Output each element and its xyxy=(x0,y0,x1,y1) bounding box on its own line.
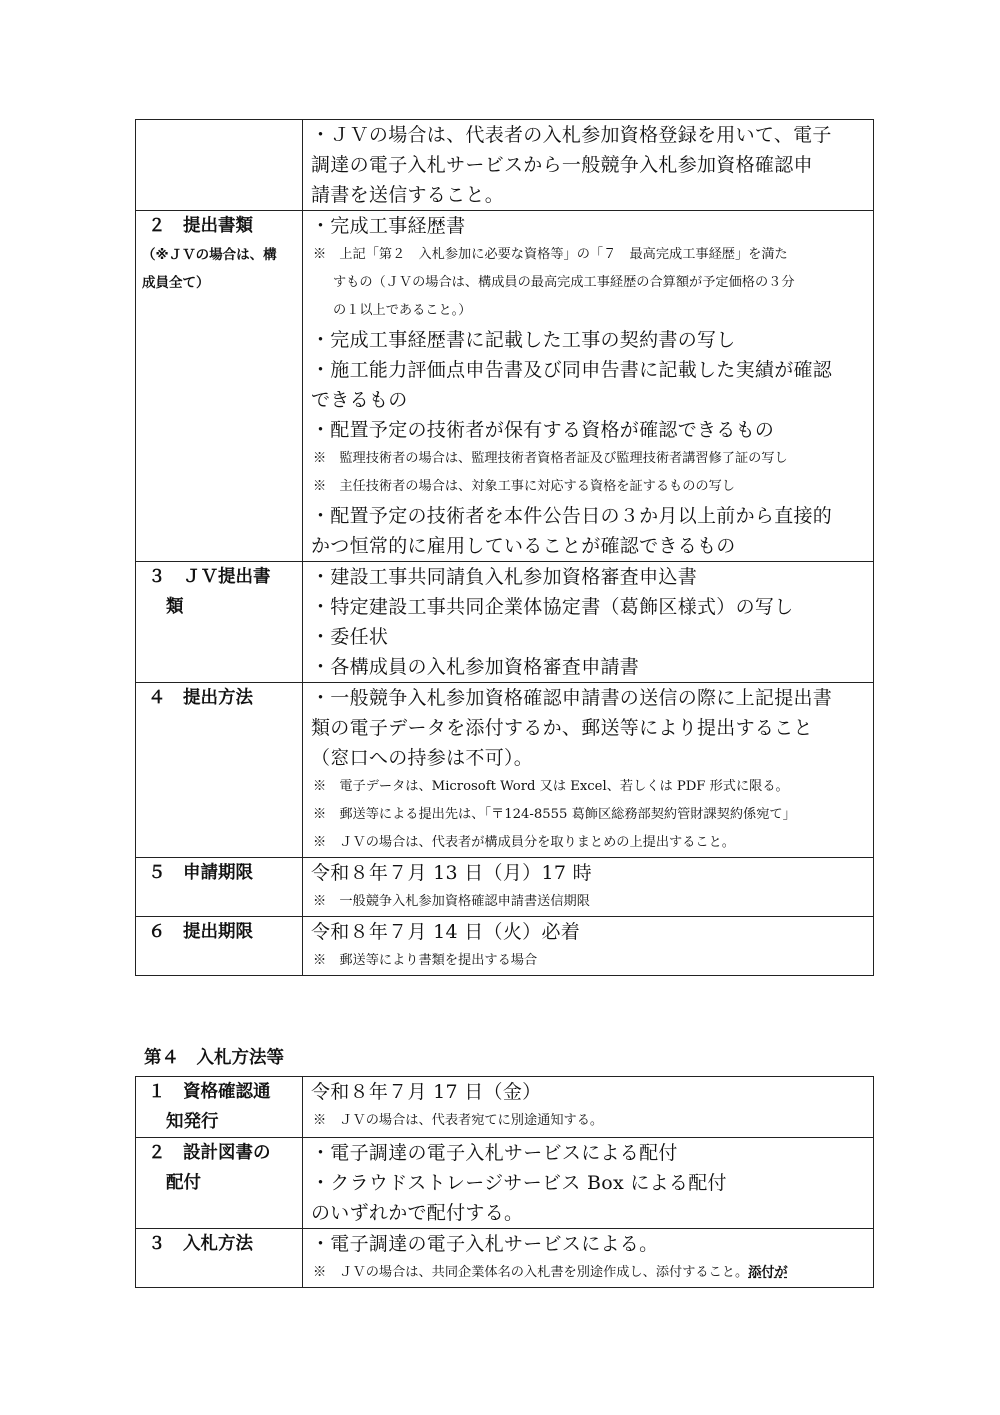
row-label-text: ２ 提出書類 xyxy=(148,216,253,236)
row-content-cell xyxy=(303,120,874,211)
content-line xyxy=(311,415,873,445)
line-text: ・施工能力評価点申告書及び同申告書に記載した実績が確認 xyxy=(311,359,833,381)
content-line xyxy=(311,683,873,713)
note-line xyxy=(311,1259,873,1287)
line-text: ※ 主任技術者の場合は、対象工事に対応する資格を証するものの写し xyxy=(313,479,735,494)
line-text: ※ ＪＶの場合は、代表者が構成員分を取りまとめの上提出すること。 xyxy=(313,835,735,850)
table-row xyxy=(136,858,874,917)
content-line xyxy=(311,622,873,652)
line-text: ※ 一般競争入札参加資格確認申請書送信期限 xyxy=(313,894,590,909)
content-line xyxy=(311,501,873,531)
content-line xyxy=(311,917,873,947)
line-text: ・ＪＶの場合は、代表者の入札参加資格登録を用いて、電子 xyxy=(311,124,832,146)
line-text: 令和８年７月 17 日（金） xyxy=(311,1081,542,1103)
requirements-table-body xyxy=(136,120,874,976)
row-label-cell xyxy=(136,562,303,683)
line-text: の１以上であること。） xyxy=(333,303,472,318)
content-line xyxy=(311,180,873,210)
bidding-method-table-body xyxy=(136,1077,874,1288)
content-line xyxy=(311,1229,873,1259)
row-label-text: ６ 提出期限 xyxy=(148,922,253,942)
table-row xyxy=(136,211,874,562)
line-text: かつ恒常的に雇用していることが確認できるもの xyxy=(311,535,736,557)
row-label-cell xyxy=(136,917,303,976)
line-text: ・委任状 xyxy=(311,626,389,648)
line-text: ※ ＪＶの場合は、代表者宛てに別途通知する。 xyxy=(313,1113,604,1128)
row-label-cell xyxy=(136,1138,303,1229)
line-text: すもの（ＪＶの場合は、構成員の最高完成工事経歴の合算額が予定価格の３分 xyxy=(333,275,795,290)
note-line xyxy=(311,297,873,325)
content-line xyxy=(311,713,873,743)
row-content-cell xyxy=(303,1077,874,1138)
line-text: ・建設工事共同請負入札参加資格審査申込書 xyxy=(311,566,698,588)
underlined-text: 添付が xyxy=(748,1265,788,1280)
note-line xyxy=(311,473,873,501)
row-label-text: 配付 xyxy=(166,1173,201,1193)
content-line xyxy=(311,325,873,355)
content-line xyxy=(311,858,873,888)
row-content-cell xyxy=(303,562,874,683)
line-text: 調達の電子入札サービスから一般競争入札参加資格確認申 xyxy=(311,154,813,176)
row-content-cell xyxy=(303,917,874,976)
note-line xyxy=(311,947,873,975)
line-text: のいずれかで配付する。 xyxy=(311,1202,524,1224)
line-text: （窓口への持参は不可）。 xyxy=(311,747,534,769)
table-row xyxy=(136,562,874,683)
line-text: 請書を送信すること。 xyxy=(311,184,505,206)
line-text: ・完成工事経歴書 xyxy=(311,215,466,237)
content-line xyxy=(311,1077,873,1107)
note-line xyxy=(311,773,873,801)
row-label-text: （※ＪＶの場合は、構 xyxy=(142,247,277,263)
content-line xyxy=(311,531,873,561)
row-label-text: １ 資格確認通 xyxy=(148,1082,271,1102)
table-row xyxy=(136,120,874,211)
line-text: 令和８年７月 13 日（月）17 時 xyxy=(311,862,592,884)
row-label-cell xyxy=(136,120,303,211)
note-line xyxy=(311,829,873,857)
table-row xyxy=(136,1138,874,1229)
bidding-method-table xyxy=(135,1076,874,1288)
line-text: ・一般競争入札参加資格確認申請書の送信の際に上記提出書 xyxy=(311,687,833,709)
content-line xyxy=(311,120,873,150)
section-heading: 第４ 入札方法等 xyxy=(144,1048,284,1068)
line-text: ※ 郵送等により書類を提出する場合 xyxy=(313,953,538,968)
content-line xyxy=(311,1198,873,1228)
line-text: ※ 監理技術者の場合は、監理技術者資格者証及び監理技術者講習修了証の写し xyxy=(313,451,788,466)
row-content-cell xyxy=(303,1229,874,1288)
line-text: ※ 電子データは、Microsoft Word 又は Excel、若しくは PDF 形式に限る。 xyxy=(313,779,789,794)
row-label-text: ５ 申請期限 xyxy=(148,863,253,883)
table-row xyxy=(136,1077,874,1138)
row-content-cell xyxy=(303,683,874,858)
row-label-cell xyxy=(136,1229,303,1288)
line-text: ※ 郵送等による提出先は、「〒124-8555 葛飾区総務部契約管財課契約係宛て」 xyxy=(313,807,796,822)
content-line xyxy=(311,385,873,415)
line-text: ・クラウドストレージサービス Box による配付 xyxy=(311,1172,727,1194)
row-content-cell xyxy=(303,211,874,562)
table-row xyxy=(136,917,874,976)
row-label-cell xyxy=(136,683,303,858)
row-label-text: ４ 提出方法 xyxy=(148,688,253,708)
line-text: ・配置予定の技術者を本件公告日の３か月以上前から直接的 xyxy=(311,505,833,527)
content-line xyxy=(311,1138,873,1168)
row-label-cell xyxy=(136,858,303,917)
line-text: ・特定建設工事共同企業体協定書（葛飾区様式）の写し xyxy=(311,596,794,618)
requirements-table xyxy=(135,119,874,976)
content-line xyxy=(311,592,873,622)
line-text: ・完成工事経歴書に記載した工事の契約書の写し xyxy=(311,329,736,351)
note-line xyxy=(311,241,873,269)
note-line xyxy=(311,269,873,297)
row-label-text: ３ 入札方法 xyxy=(148,1234,253,1254)
row-label-text: 類 xyxy=(166,597,184,617)
row-label-text: 知発行 xyxy=(166,1112,219,1132)
line-text: 令和８年７月 14 日（火）必着 xyxy=(311,921,581,943)
note-line xyxy=(311,1107,873,1135)
table-row xyxy=(136,1229,874,1288)
row-label-text: ３ ＪＶ提出書 xyxy=(148,567,271,587)
row-content-cell xyxy=(303,1138,874,1229)
table-row xyxy=(136,683,874,858)
line-text: ・各構成員の入札参加資格審査申請書 xyxy=(311,656,640,678)
row-label-cell xyxy=(136,1077,303,1138)
row-content-cell xyxy=(303,858,874,917)
content-line xyxy=(311,743,873,773)
line-text: ・電子調達の電子入札サービスによる。 xyxy=(311,1233,659,1255)
line-text: ※ ＪＶの場合は、共同企業体名の入札書を別途作成し、添付すること。 xyxy=(313,1265,749,1280)
content-line xyxy=(311,150,873,180)
line-text: 類の電子データを添付するか、郵送等により提出すること xyxy=(311,717,813,739)
content-line xyxy=(311,652,873,682)
note-line xyxy=(311,445,873,473)
line-text: ・配置予定の技術者が保有する資格が確認できるもの xyxy=(311,419,775,441)
line-text: ・電子調達の電子入札サービスによる配付 xyxy=(311,1142,678,1164)
row-label-text: 成員全て） xyxy=(142,275,210,291)
content-line xyxy=(311,1168,873,1198)
content-line xyxy=(311,562,873,592)
line-text: できるもの xyxy=(311,389,408,411)
content-line xyxy=(311,211,873,241)
note-line xyxy=(311,888,873,916)
row-label-text: ２ 設計図書の xyxy=(148,1143,271,1163)
row-label-cell xyxy=(136,211,303,562)
content-line xyxy=(311,355,873,385)
line-text: ※ 上記「第２ 入札参加に必要な資格等」の「７ 最高完成工事経歴」を満た xyxy=(313,247,788,262)
note-line xyxy=(311,801,873,829)
